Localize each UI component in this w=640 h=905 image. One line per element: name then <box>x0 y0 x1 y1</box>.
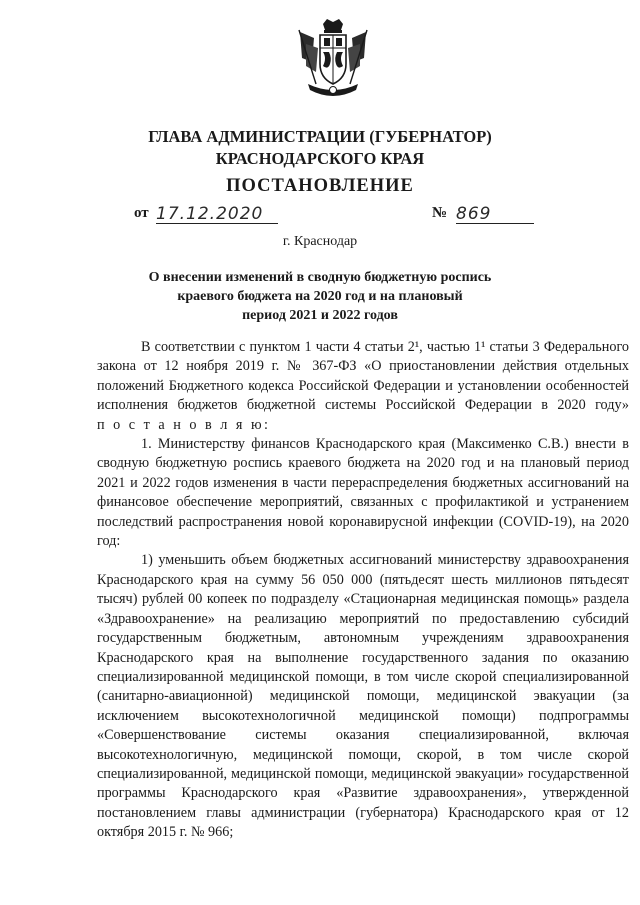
title-line-2: краевого бюджета на 2020 год и на плановый <box>177 289 463 304</box>
document-title <box>0 268 640 325</box>
document-body <box>97 338 629 843</box>
date-label: от <box>134 205 149 221</box>
title-line-1: О внесении изменений в сводную бюджетную роспись <box>148 270 492 285</box>
preamble-paragraph: В соответствии с пунктом 1 части 4 статьи 2¹, частью 1¹ статьи 3 Федерального закона от 12 ноября 2019 г. № 367-ФЗ «О приостановлении действия отдельных положений Бюджетного кодекса Российской Федерации и установлении особенностей исполнения бюджетов бюджетной системы Российской Федерации в 2020 году» <box>97 339 629 414</box>
coat-of-arms-icon <box>296 18 370 100</box>
decree-word: п о с т а н о в л я ю: <box>97 416 271 433</box>
title-line-3: период 2021 и 2022 годов <box>242 308 398 323</box>
number-value: 869 <box>456 205 534 224</box>
number-label: № <box>432 205 448 221</box>
authority-line-2: КРАСНОДАРСКОГО КРАЯ <box>215 149 425 168</box>
item-1-paragraph: 1. Министерству финансов Краснодарского края (Максименко С.В.) внести в сводную бюджетную роспись краевого бюджета на 2020 год и на плановый период 2021 и 2022 годов изменения в части перераспределения бюджетных ассигнований на финансовое обеспечение мероприятий, связанных с профилактикой и устранением последствий распространения новой коронавирусной инфекции (COVID-19), на 2020 год: <box>97 436 629 550</box>
city: г. Краснодар <box>282 234 358 249</box>
date-value: 17.12.2020 <box>156 205 278 224</box>
document-type: ПОСТАНОВЛЕНИЕ <box>226 176 414 196</box>
authority-line-1: ГЛАВА АДМИНИСТРАЦИИ (ГУБЕРНАТОР) <box>148 127 492 146</box>
issuing-authority <box>0 126 640 170</box>
item-1-1-paragraph: 1) уменьшить объем бюджетных ассигнований министерству здравоохранения Краснодарского края на сумму 56 050 000 (пятьдесят шесть миллионов пятьдесят тысяч) рублей 00 копеек по подразделу «Стационарная медицинская помощь» раздела «Здравоохранение» на реализацию мероприятий по предоставлению субсидий государственным бюджетным, автономным учреждениям здравоохранения Краснодарского края на выполнение государственного задания по оказанию специализированной медицинской помощи, в том числе скорой специализированной (санитарно-авиационной) медицинской помощи, медицинской эвакуации (за исключением высокотехнологичной медицинской помощи) подпрограммы «Совершенствование системы оказания специализированной, включая высокотехнологичную, медицинской помощи, скорой, в том числе скорой специализированной, медицинской помощи, медицинской эвакуации» государственной программы Краснодарского края «Развитие здравоохранения», утвержденной постановлением главы администрации (губернатора) Краснодарского края от 12 октября 2015 г. № 966; <box>97 552 629 841</box>
